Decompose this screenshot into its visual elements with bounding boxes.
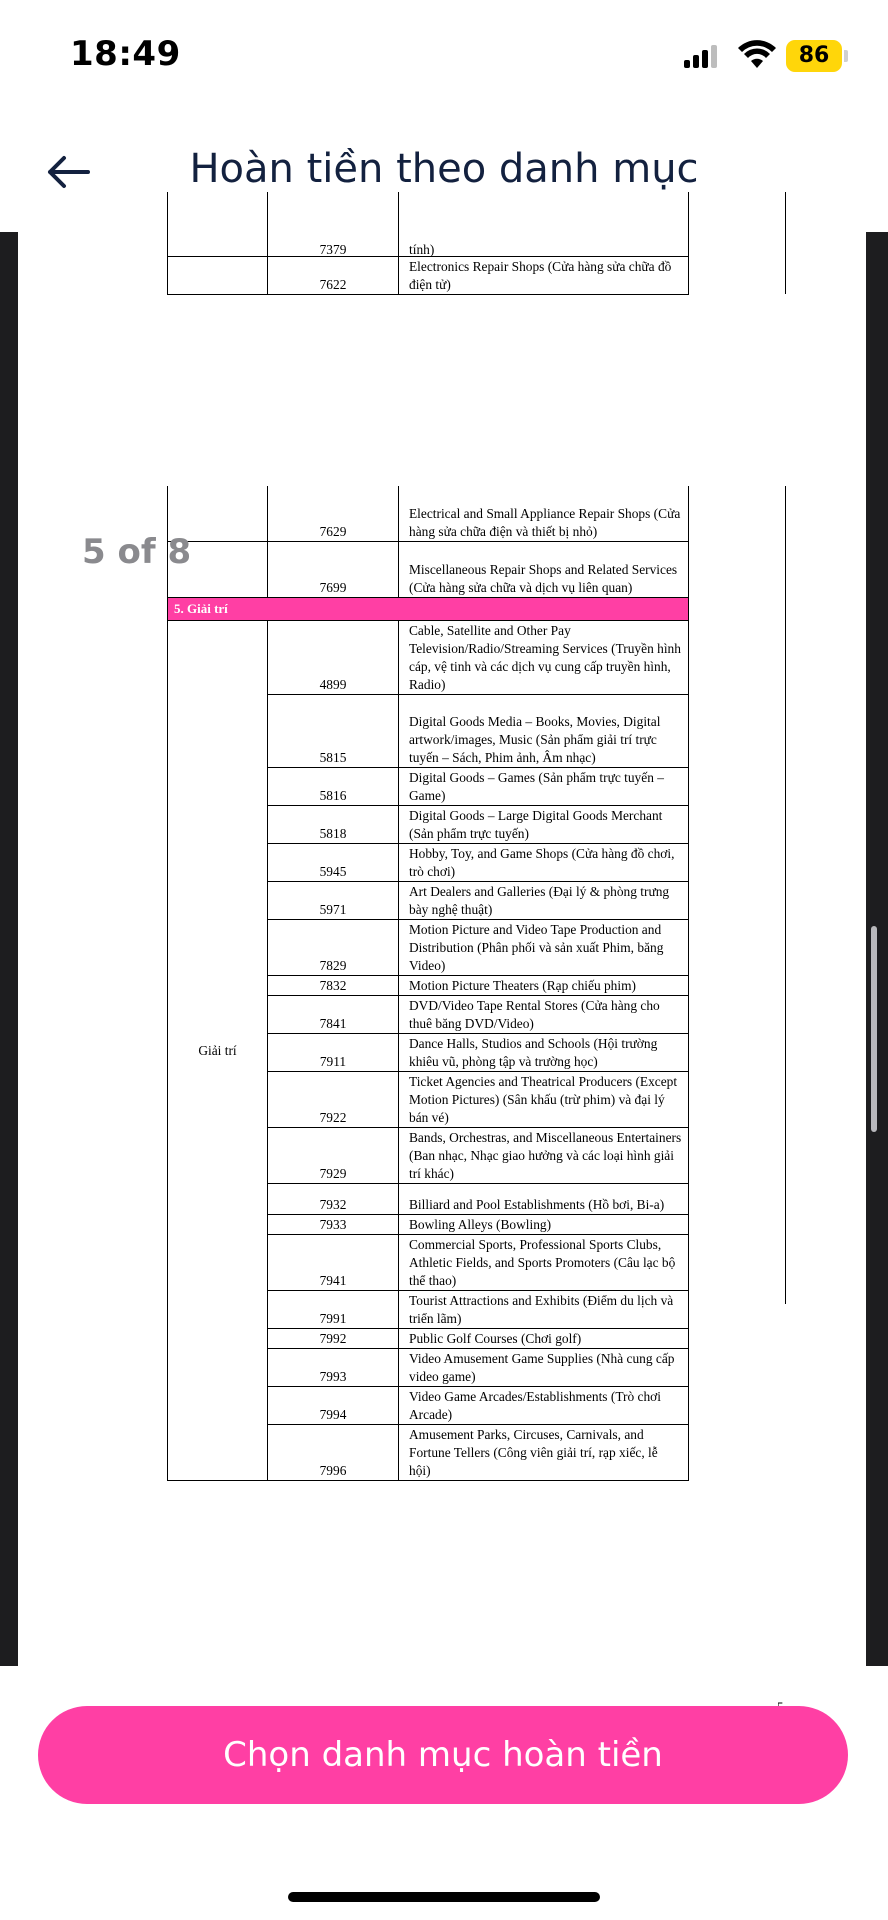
mcc-code: 7832 (268, 976, 399, 996)
page-title: Hoàn tiền theo danh mục (189, 146, 699, 192)
mcc-table-page-5 (167, 486, 689, 1481)
mcc-description: Hobby, Toy, and Game Shops (Cửa hàng đồ chơi, trò chơi) (399, 844, 689, 882)
battery-tip (844, 50, 848, 62)
battery-icon: 86 (786, 40, 842, 72)
mcc-code: 4899 (268, 621, 399, 695)
mcc-code: 7699 (268, 542, 399, 598)
mcc-description: Electronics Repair Shops (Cửa hàng sửa chữa đồ điện tử) (399, 257, 689, 295)
mcc-description: Dance Halls, Studios and Schools (Hội trường khiêu vũ, phòng tập và trường học) (399, 1034, 689, 1072)
scrollbar[interactable] (871, 926, 877, 1132)
pdf-page-6 (18, 1626, 866, 1686)
wifi-icon (738, 40, 776, 70)
mcc-description: Bands, Orchestras, and Miscellaneous Entertainers (Ban nhạc, Nhạc giao hưởng và các loại hình giải trí khác) (399, 1128, 689, 1184)
mcc-code: 7933 (268, 1215, 399, 1235)
mcc-code: 7922 (268, 1072, 399, 1128)
mcc-code: 7629 (268, 486, 399, 542)
mcc-description: Cable, Satellite and Other Pay Television/Radio/Streaming Services (Truyền hình cáp, vệ tinh và các dịch vụ cung cấp truyền hình, Radio) (399, 621, 689, 695)
mcc-description: Digital Goods – Large Digital Goods Merchant (Sản phẩm trực tuyến) (399, 806, 689, 844)
page-indicator: 5 of 8 (82, 532, 192, 572)
mcc-code: 7379 (268, 192, 399, 257)
choose-category-button[interactable]: Chọn danh mục hoàn tiền (38, 1706, 848, 1804)
mcc-description: Bowling Alleys (Bowling) (399, 1215, 689, 1235)
table-row (168, 486, 689, 542)
table-row (168, 192, 689, 257)
pdf-viewer[interactable] (0, 232, 888, 1666)
cellular-signal-icon (684, 44, 724, 70)
home-indicator (288, 1892, 600, 1902)
pdf-page-5 (18, 406, 866, 1838)
mcc-description: Art Dealers and Galleries (Đại lý & phòng trưng bày nghệ thuật) (399, 882, 689, 920)
section-title: 5. Giải trí (168, 598, 689, 621)
mcc-description: Digital Goods Media – Books, Movies, Digital artwork/images, Music (Sản phẩm giải trí trực tuyến – Sách, Phim ảnh, Âm nhạc) (399, 695, 689, 768)
mcc-description: Commercial Sports, Professional Sports Clubs, Athletic Fields, and Sports Promoters (Câu lạc bộ thể thao) (399, 1235, 689, 1291)
category-cell: Giải trí (168, 621, 268, 1481)
mcc-description: Digital Goods – Games (Sản phẩm trực tuyến – Game) (399, 768, 689, 806)
mcc-code: 7911 (268, 1034, 399, 1072)
page-margin-line (785, 486, 786, 1304)
mcc-description: Ticket Agencies and Theatrical Producers (Except Motion Pictures) (Sân khấu (trừ phim) và đại lý bán vé) (399, 1072, 689, 1128)
mcc-code: 7929 (268, 1128, 399, 1184)
mcc-code: 7841 (268, 996, 399, 1034)
mcc-description: Amusement Parks, Circuses, Carnivals, and Fortune Tellers (Công viên giải trí, rạp xiếc, lễ hội) (399, 1425, 689, 1481)
table-row (168, 257, 689, 295)
mcc-code: 5971 (268, 882, 399, 920)
mcc-code: 7991 (268, 1291, 399, 1329)
mcc-code: 7994 (268, 1387, 399, 1425)
section-row (168, 598, 689, 621)
mcc-code: 7622 (268, 257, 399, 295)
status-time: 18:49 (70, 34, 181, 74)
mcc-code: 5815 (268, 695, 399, 768)
mcc-description: Electrical and Small Appliance Repair Shops (Cửa hàng sửa chữa điện và thiết bị nhỏ) (399, 486, 689, 542)
mcc-description: Video Game Arcades/Establishments (Trò chơi Arcade) (399, 1387, 689, 1425)
mcc-description: DVD/Video Tape Rental Stores (Cửa hàng cho thuê băng DVD/Video) (399, 996, 689, 1034)
mcc-description: Billiard and Pool Establishments (Hồ bơi, Bi-a) (399, 1184, 689, 1215)
mcc-description: Miscellaneous Repair Shops and Related Services (Cửa hàng sửa chữa và dịch vụ liên quan) (399, 542, 689, 598)
mcc-code: 7932 (268, 1184, 399, 1215)
mcc-description: Tourist Attractions and Exhibits (Điểm du lịch và triển lãm) (399, 1291, 689, 1329)
mcc-code: 5816 (268, 768, 399, 806)
mcc-table-page-4 (167, 192, 689, 295)
page-margin-line (785, 192, 786, 294)
mcc-code: 7996 (268, 1425, 399, 1481)
mcc-description: tính) (399, 192, 689, 257)
mcc-code: 5945 (268, 844, 399, 882)
table-row (168, 542, 689, 598)
mcc-code: 7992 (268, 1329, 399, 1349)
mcc-code: 7941 (268, 1235, 399, 1291)
mcc-code: 7993 (268, 1349, 399, 1387)
mcc-description: Video Amusement Game Supplies (Nhà cung cấp video game) (399, 1349, 689, 1387)
table-row (168, 621, 689, 695)
mcc-code: 7829 (268, 920, 399, 976)
mcc-description: Public Golf Courses (Chơi golf) (399, 1329, 689, 1349)
mcc-description: Motion Picture and Video Tape Production and Distribution (Phân phối và sản xuất Phim, băng Video) (399, 920, 689, 976)
mcc-description: Motion Picture Theaters (Rạp chiếu phim) (399, 976, 689, 996)
mcc-code: 5818 (268, 806, 399, 844)
status-bar (0, 0, 888, 110)
